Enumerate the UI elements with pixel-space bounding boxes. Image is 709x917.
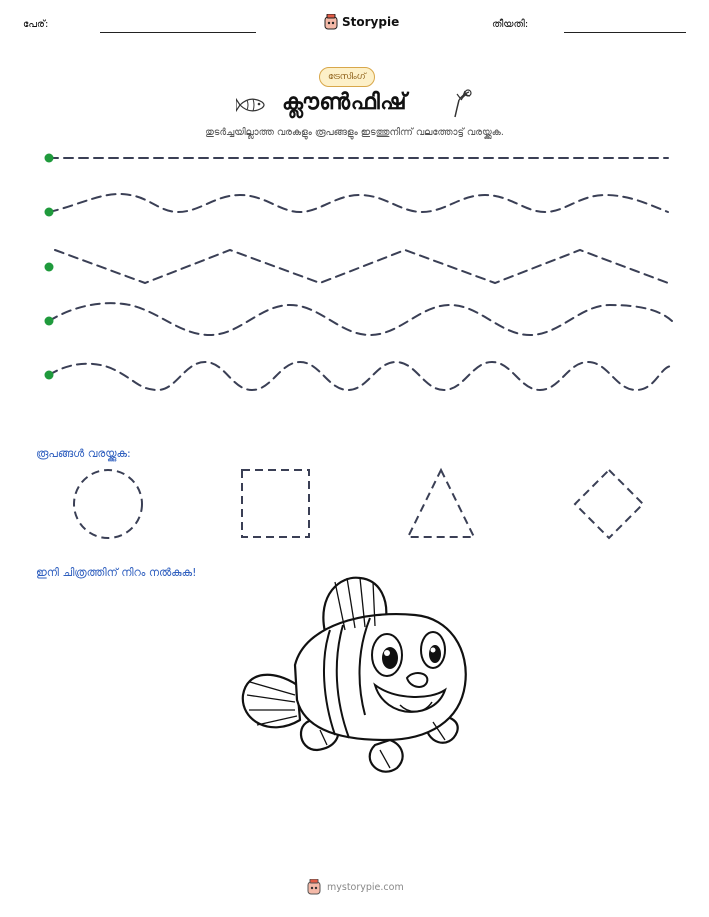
trace-triangle <box>408 470 474 537</box>
tracing-line-wave-3 <box>49 362 672 390</box>
start-dot <box>45 154 54 163</box>
start-dot <box>45 208 54 217</box>
anemone-icon <box>449 88 473 118</box>
start-dot <box>45 317 54 326</box>
tracing-area <box>0 140 709 400</box>
shapes-section-label: രൂപങ്ങൾ വരയ്ക്കുക: <box>36 447 131 460</box>
coloring-section-label: ഇനി ചിത്രത്തിന് നിറം നൽകുക! <box>36 566 197 579</box>
storypie-mascot-icon <box>324 14 338 30</box>
name-field[interactable] <box>100 32 256 33</box>
date-label: തീയതി: <box>492 19 529 30</box>
date-field[interactable] <box>564 32 686 33</box>
clownfish-coloring-image <box>235 570 475 785</box>
footer <box>307 879 404 895</box>
brand-logo <box>324 14 399 30</box>
page-title: ക്ലൗൺഫിഷ് <box>282 90 407 115</box>
instruction-text: തുടർച്ചയില്ലാത്ത വരകളും രൂപങ്ങളും ഇടത്തുനിന്ന് വലത്തോട്ട് വരയ്ക്കുക. <box>205 127 504 138</box>
name-label: പേര്: <box>23 19 49 30</box>
tracing-badge: ട്രേസിംഗ് <box>319 67 375 87</box>
trace-square <box>242 470 309 537</box>
footer-url[interactable]: mystorypie.com <box>327 881 404 893</box>
tracing-line-wave-1 <box>49 194 668 212</box>
brand-name: Storypie <box>342 15 400 29</box>
shapes-area <box>0 460 709 550</box>
storypie-mascot-icon <box>307 879 321 895</box>
tracing-line-zigzag <box>55 250 668 283</box>
start-dot <box>45 263 54 272</box>
trace-diamond <box>575 470 643 538</box>
fish-icon <box>236 94 268 116</box>
trace-circle <box>74 470 142 538</box>
tracing-line-wave-2 <box>49 303 672 335</box>
start-dot <box>45 371 54 380</box>
